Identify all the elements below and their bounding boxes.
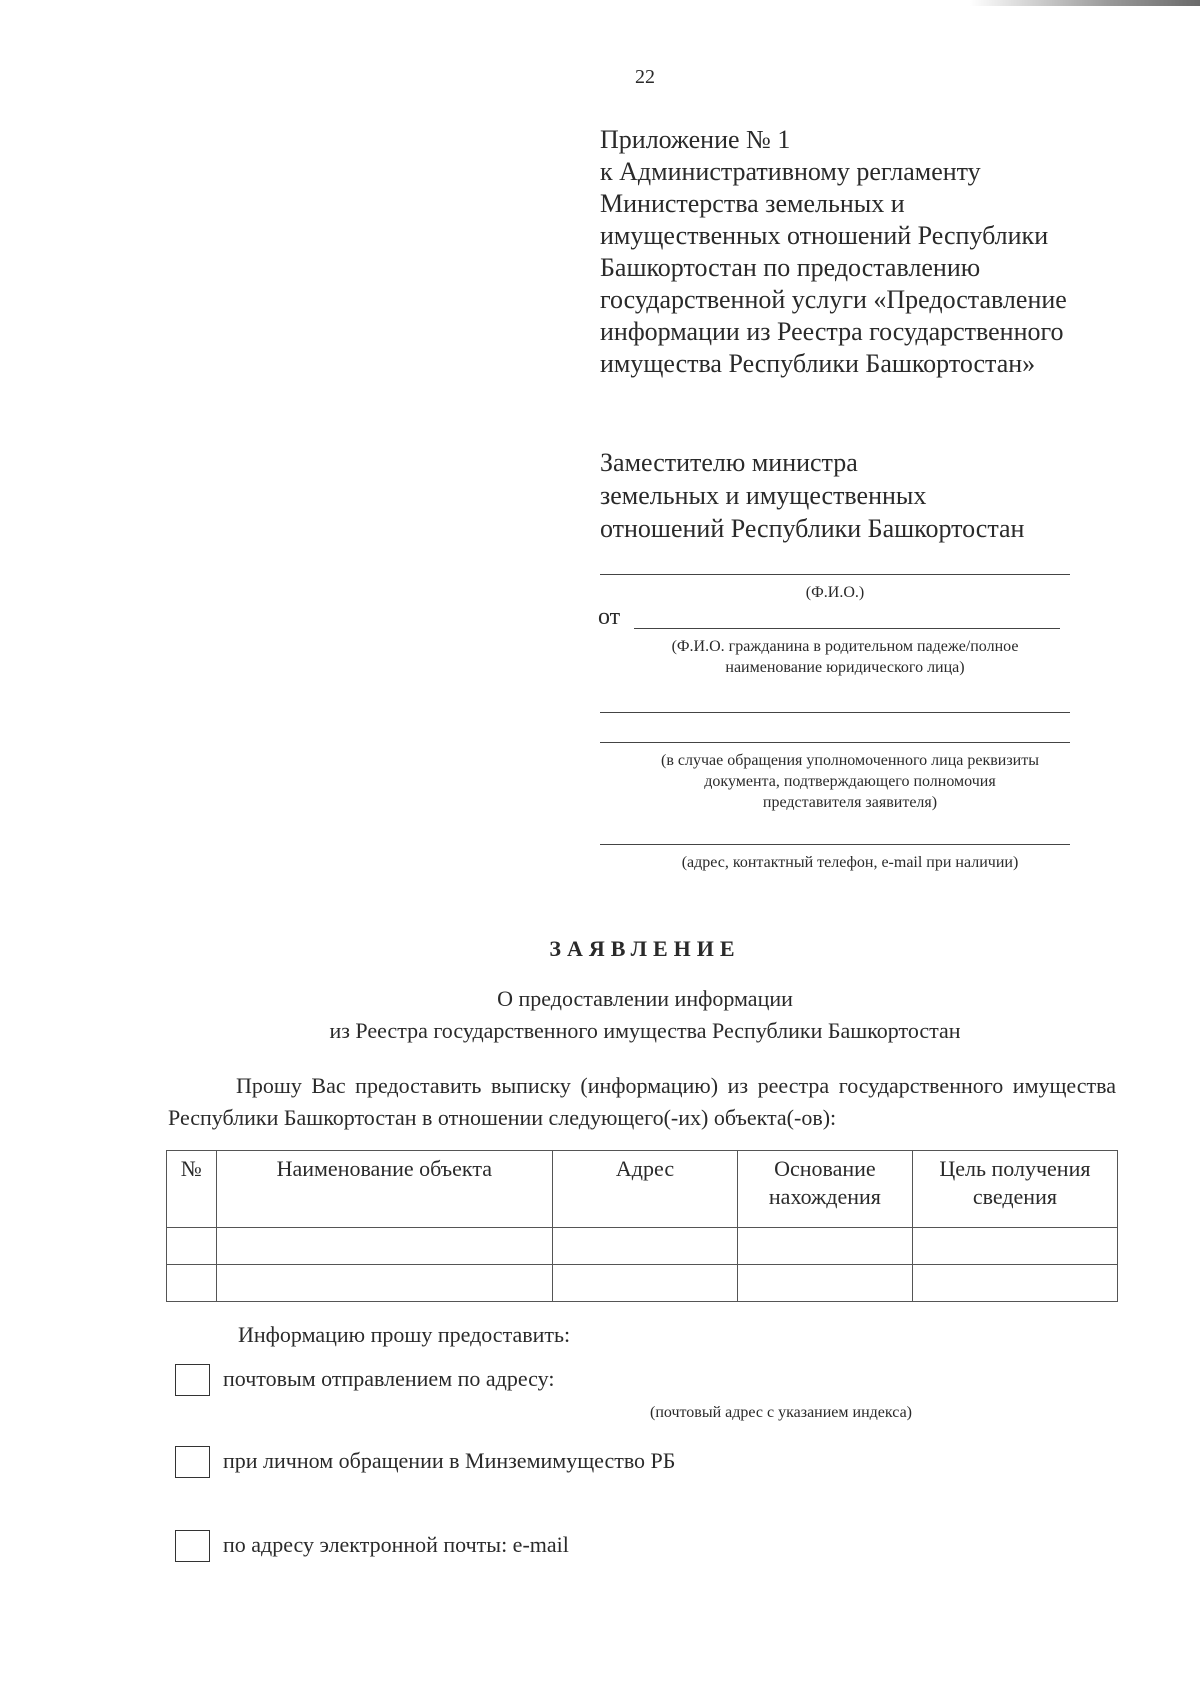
proxy-caption-line: представителя заявителя) [762, 794, 938, 811]
table-cell[interactable] [912, 1228, 1117, 1265]
table-row [167, 1265, 1118, 1302]
header-object-name: Наименование объекта [216, 1151, 553, 1228]
proxy-caption-line: (в случае обращения уполномоченного лица реквизиты [661, 752, 1039, 769]
subtitle-line: из Реестра государственного имущества Республики Башкортостан [329, 1018, 961, 1043]
table-cell[interactable] [553, 1228, 738, 1265]
statement-title: ЗАЯВЛЕНИЕ [549, 936, 741, 961]
appendix-line: информации из Реестра государственного [600, 317, 1064, 346]
table-cell[interactable] [167, 1228, 217, 1265]
statement-subtitle [0, 983, 1200, 1047]
email-checkbox[interactable] [175, 1530, 210, 1562]
header-address: Адрес [553, 1151, 738, 1228]
appendix-line: имущества Республики Башкортостан» [600, 349, 1036, 378]
personal-option-label: при личном обращении в Минземимущество РБ [223, 1448, 676, 1473]
appendix-line: Приложение № 1 [600, 125, 791, 154]
table-cell[interactable] [737, 1228, 912, 1265]
applicant-caption-line: наименование юридического лица) [725, 659, 965, 676]
table-cell[interactable] [912, 1265, 1117, 1302]
post-option-label: почтовым отправлением по адресу: [223, 1366, 555, 1391]
from-label: от [598, 604, 621, 630]
header-num: № [167, 1151, 217, 1228]
appendix-header [600, 124, 1120, 380]
header-basis: Основание нахождения [737, 1151, 912, 1228]
applicant-caption-line: (Ф.И.О. гражданина в родительном падеже/полное [671, 638, 1019, 655]
fio-caption: (Ф.И.О.) [805, 584, 865, 601]
appendix-line: государственной услуги «Предоставление [600, 285, 1067, 314]
option-post[interactable] [175, 1364, 555, 1396]
scan-edge-mark [970, 0, 1200, 6]
option-email[interactable] [175, 1530, 569, 1562]
fio-fill-line[interactable] [600, 574, 1070, 575]
post-checkbox[interactable] [175, 1364, 210, 1396]
proxy-fill-line-2[interactable] [600, 742, 1070, 743]
email-option-label: по адресу электронной почты: e-mail [223, 1532, 569, 1557]
page-number: 22 [635, 66, 655, 88]
header-purpose: Цель получения сведения [912, 1151, 1117, 1228]
addressee-block [600, 446, 1080, 545]
subtitle-line: О предоставлении информации [497, 986, 793, 1011]
table-cell[interactable] [167, 1265, 217, 1302]
proxy-caption-line: документа, подтверждающего полномочия [704, 773, 996, 790]
proxy-caption [600, 750, 1100, 813]
table-cell[interactable] [737, 1265, 912, 1302]
addressee-line: Заместителю министра [600, 448, 858, 477]
applicant-caption [600, 636, 1090, 678]
table-cell[interactable] [553, 1265, 738, 1302]
applicant-fill-line[interactable] [634, 628, 1060, 629]
post-address-caption: (почтовый адрес с указанием индекса) [650, 1404, 912, 1421]
request-paragraph: Прошу Вас предоставить выписку (информацию) из реестра государственного имущества Республики Башкортостан в отношении следующего(-их) объекта(-ов): [168, 1073, 1116, 1130]
table-header-row [167, 1151, 1118, 1228]
appendix-line: имущественных отношений Республики [600, 221, 1049, 250]
appendix-line: к Административному регламенту [600, 157, 981, 186]
addressee-line: отношений Республики Башкортостан [600, 514, 1025, 543]
addressee-line: земельных и имущественных [600, 481, 927, 510]
option-personal[interactable] [175, 1446, 676, 1478]
table-row [167, 1228, 1118, 1265]
delivery-label: Информацию прошу предоставить: [238, 1322, 571, 1347]
table-cell[interactable] [216, 1265, 553, 1302]
personal-checkbox[interactable] [175, 1446, 210, 1478]
appendix-line: Башкортостан по предоставлению [600, 253, 981, 282]
contact-fill-line[interactable] [600, 844, 1070, 845]
contact-caption: (адрес, контактный телефон, e-mail при наличии) [681, 854, 1019, 871]
table-cell[interactable] [216, 1228, 553, 1265]
proxy-fill-line-1[interactable] [600, 712, 1070, 713]
appendix-line: Министерства земельных и [600, 189, 905, 218]
objects-table [166, 1150, 1118, 1302]
